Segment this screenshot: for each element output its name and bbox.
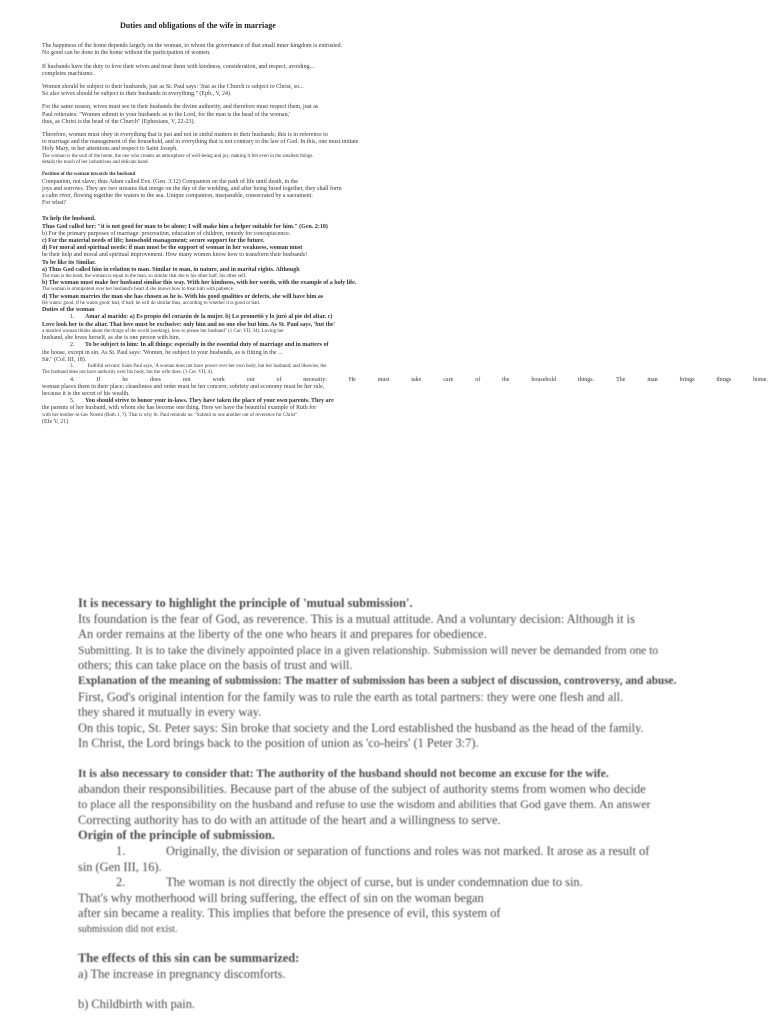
intro-paragraph-4: [42, 104, 742, 126]
text-line: submission did not exist.: [78, 923, 178, 935]
word: household: [531, 376, 557, 383]
list-item-justified: [42, 377, 768, 384]
text-line: The happiness of the home depends largely on the woman, to whom the governance of that small inner kingdom is entrusted.: [42, 43, 343, 50]
document-title: Duties and obligations of the wife in marriage: [120, 21, 276, 30]
text-line: thus, as Christ is the head of the Church" (Ephesians, V, 22-23).: [42, 118, 196, 125]
text-line: b) For the primary purposes of marriage: procreation, education of children, remedy for concupiscence.: [42, 230, 291, 237]
text-line: (Efe V, 21): [42, 418, 69, 425]
text-line: husband, she loves herself, as she is one person with him.: [42, 335, 181, 342]
text-line: He wants: good, if he wants good; bad, if bad; he will do similar thus, according to whether it is good or bad.: [42, 300, 261, 306]
word: take: [411, 376, 422, 383]
text-line: the parents of her husband, with whom she has become one thing. Here we have the beautiful example of Ruth for: [42, 405, 317, 412]
text-line: the house, except in sin. As St. Paul says: 'Women, be subject to your husbands, as is fitting in the ...: [42, 349, 283, 356]
document-lower-section: [78, 596, 768, 1026]
text-line: Therefore, women must obey in everything that is just and not in sinful matters to their husbands; this is in reference to: [42, 132, 328, 139]
list-item: [42, 314, 742, 321]
section-heading: Duties of the woman: [42, 307, 95, 314]
word: must: [377, 376, 390, 383]
word: he: [122, 376, 129, 383]
text-line: In Christ, the Lord brings back to the position of union as 'co-heirs' (1 Peter 3:7).: [78, 736, 479, 751]
text-line: joys and sorrows. They are two streams that merge on the day of the wedding, and after being fused together, they shall form: [42, 185, 342, 192]
effects-section: [78, 951, 768, 1012]
text-line: Paul reiterates: "Women submit to your husbands as to the Lord, for the man is the head of the woman,': [42, 111, 291, 118]
text-line: a) The increase in pregnancy discomforts.: [78, 967, 286, 982]
text-line: d) For moral and spiritual needs: if man must be the support of woman in her weakness, woman must: [42, 245, 303, 252]
text-line: Love look her to the altar. That love must be exclusive: only him and no one else but him. As St. Paul says, 'but the': [42, 321, 336, 328]
text-line: The man is the head, the woman is equal to the man, so similar that she is his other half, his other self.: [42, 273, 247, 279]
text-line: Its foundation is the fear of God, as reverence. This is a mutual attitude. And a voluntary decision: Although it is: [78, 611, 635, 626]
list-number: 2.: [116, 875, 126, 890]
intro-paragraph-2: [42, 64, 742, 78]
section-heading: To help the husband.: [42, 216, 96, 223]
word: The: [616, 376, 626, 383]
word: the: [502, 376, 510, 383]
word: home.: [753, 376, 768, 383]
intro-paragraph-1: [42, 43, 742, 57]
text-line: b) The woman must make her husband similar this way. With her kindness, with her words, with the example of a holy life.: [42, 280, 357, 287]
word: He: [348, 376, 356, 383]
text-line: abandon their responsibilities. Because part of the abuse of the subject of authority stems from women who decide: [78, 781, 646, 796]
text-line: woman places them in their place; cleanliness and order must be her concern; sobriety and economy must be her rule,: [42, 383, 325, 390]
text-line: they shared it mutually in every way.: [78, 705, 262, 720]
text-line: For what?: [42, 200, 67, 207]
text-line: Correcting authority has to do with an attitude of the heart and a willingness to serve.: [78, 812, 501, 827]
mutual-submission-section: [78, 596, 768, 752]
text-line: be their help and moral and spiritual improvement. How many women know how to transform their husbands!: [42, 252, 308, 259]
text-line: c) For the material needs of life; household management; secure support for the future.: [42, 237, 265, 244]
word: necessity:: [303, 376, 327, 383]
list-item: [42, 342, 742, 349]
position-section: [42, 172, 742, 207]
section-heading: Origin of the principle of submission.: [78, 828, 275, 843]
text-line: Companion, not slave; thus Adam called Eve. (Gen. 3:12) Companion on the path of life until death, in the: [42, 178, 298, 185]
text-line: to marriage and the management of the household, and in everything that is not contrary to the law of God. In this, one must imitate: [42, 139, 359, 146]
text-line: The woman is omnipotent over her husband's heart if she knows how to treat him with patience.: [42, 287, 235, 293]
word: brings: [679, 376, 695, 383]
list-number: 5.: [70, 398, 75, 405]
text-line: others; this can take place on the basis of trust and will.: [78, 658, 353, 673]
text-line: An order remains at the liberty of the one who hears it and prepares for obedience.: [78, 627, 487, 642]
text-line: On this topic, St. Peter says: Sin broke that society and the Lord established the husband as the head of the family.: [78, 720, 644, 735]
text-line: Holy Mary, in her attentions and respect to Saint Joseph.: [42, 146, 178, 153]
list-number: 4.: [70, 376, 75, 383]
document-upper-section: [42, 21, 768, 432]
section-heading: It is necessary to highlight the principle of 'mutual submission'.: [78, 596, 413, 610]
text-line: after sin became a reality. This implies that before the presence of evil, this system of: [78, 906, 501, 921]
word: work: [212, 376, 225, 383]
list-text: Originally, the division or separation of functions and roles was not marked. It arose as a result of: [166, 843, 650, 858]
section-heading: The effects of this sin can be summarized:: [78, 951, 300, 966]
text-line: If husbands have the duty to love their wives and treat them with kindness, consideration, and respect, avoiding...: [42, 63, 315, 70]
word: care: [443, 376, 454, 383]
list-number: 2.: [70, 342, 75, 349]
text-line: The husband does not have authority over his body, but the wife does. (1 Cor. VII, 4).: [42, 370, 214, 376]
word: does: [149, 376, 161, 383]
text-line: So also wives should be subject to their husbands in everything." (Eph., V, 24).: [42, 91, 232, 98]
list-text: Amar al marido: a) Es propio del corazón de la mujer. b) Lo prometió y lo juró al pie del altar. c): [85, 314, 333, 321]
list-text: You should strive to honor your in-laws. They have taken the place of your own parents. They are: [85, 398, 334, 405]
list-number: 3.: [70, 363, 74, 369]
list-item: [78, 875, 768, 891]
text-line: That's why motherhood will bring suffering, the effect of sin on the woman began: [78, 890, 484, 905]
text-line: No good can be done in the home without the participation of women.: [42, 50, 211, 57]
text-line: d) The woman marries the man she has chosen as he is. With his good qualities or defects, she will have him as: [42, 293, 324, 300]
list-item: [78, 844, 768, 860]
text-line: with her mother-in-law Noemi (Ruth 1, 7). That is why St. Paul reminds us: "Submit to one another out of reverence for Christ": [42, 412, 298, 418]
text-line: a calm river, flowing together the waters to the sea. Unique companion, inseparable, consecrated by a sacrament.: [42, 192, 313, 199]
word: things.: [577, 376, 595, 383]
text-line: a) Thus God called him in relation to man. Similar to man, in nature, and in marital rights. Although: [42, 266, 300, 273]
section-heading: Explanation of the meaning of submission: The matter of submission has been a subject of discussion, controversy, and abuse.: [78, 674, 677, 687]
text-line: The woman is the soul of the home, the one who creates an atmosphere of well-being and joy, making it felt even in the smallest things.: [42, 153, 314, 159]
word: man: [647, 376, 658, 383]
intro-paragraph-3: [42, 84, 742, 98]
section-heading: It is also necessary to consider that: The authority of the husband should not become an excuse for the wife.: [78, 766, 609, 780]
text-line: sin (Gen III, 16).: [78, 859, 162, 874]
word: If: [96, 376, 101, 383]
text-line: First, God's original intention for the family was to rule the earth as total partners: they were one flesh and all.: [78, 689, 624, 704]
intro-paragraph-5: [42, 132, 742, 166]
list-text: The woman is not directly the object of curse, but is under condemnation due to sin.: [166, 875, 583, 890]
section-heading: To be like its Similar.: [42, 259, 96, 266]
text-line: For the same reason, wives must see in their husbands the divine authority, and therefore must respect them, just as: [42, 104, 319, 111]
text-line: completes machismo.: [42, 70, 94, 77]
list-text: Faithful servant: Saint Paul says, 'A woman does not have power over her own body, but her husband; and likewise, the: [87, 363, 327, 369]
section-heading: Position of the woman towards the husband: [42, 172, 136, 178]
help-section: [42, 216, 768, 426]
text-line: Thus God called her: "it is not good for man to be alone; I will make him a helper suitable for him." (Gen. 2:18): [42, 223, 328, 230]
word: of: [475, 376, 481, 383]
list-number: 1.: [70, 314, 75, 321]
text-line: Women should be subject to their husbands, just as St. Paul says: 'Just as the Church is subject to Christ, so...: [42, 84, 304, 91]
word: not: [182, 376, 191, 383]
text-line: to place all the responsibility on the husband and refuse to use the wisdom and abilities that God gave them. An answer: [78, 797, 651, 812]
word: of: [276, 376, 282, 383]
authority-section: [78, 766, 768, 938]
word: things: [716, 376, 732, 383]
text-line: Submitting. It is to take the divinely appointed place in a given relationship. Submission will never be demanded from one to: [78, 643, 659, 657]
text-line: because it is the secret of his wealth.: [42, 390, 130, 397]
text-line: a married woman thinks about the things of the world (seeking), how to please her husband" (1 Cor. VII, 34). Loving her: [42, 328, 284, 334]
list-number: 1.: [116, 843, 126, 858]
list-text: To be subject to him: In all things: especially in the essential duty of marriage and in matters of: [85, 342, 329, 349]
text-line: details the touch of her industrious and delicate hand.: [42, 159, 149, 165]
word: out: [246, 376, 255, 383]
text-line: b) Childbirth with pain.: [78, 996, 196, 1011]
text-line: Sir." (Col. III, 18).: [42, 356, 87, 363]
